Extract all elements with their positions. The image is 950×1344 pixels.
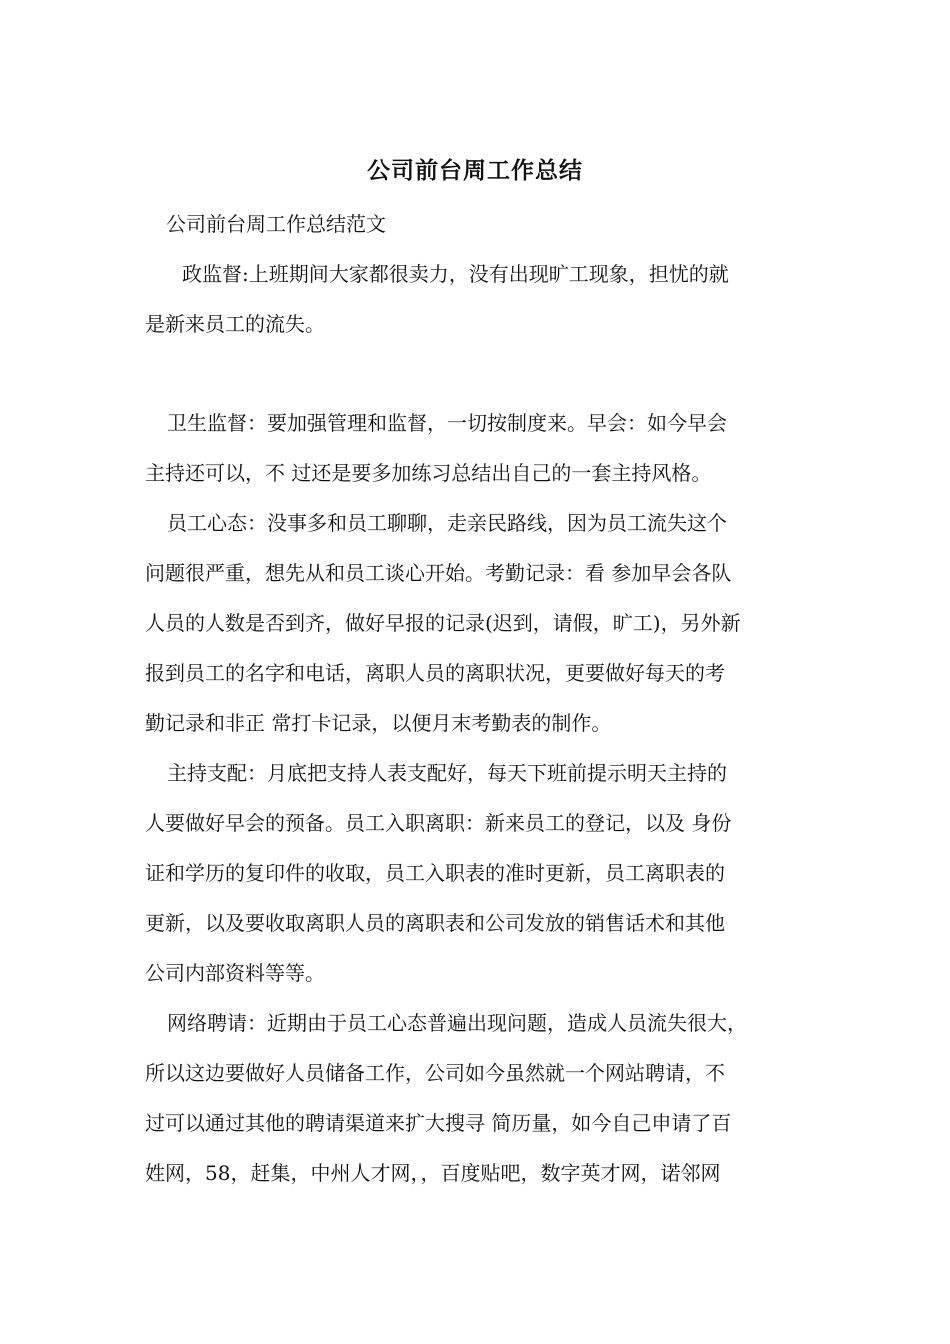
- text-line: 网络聘请：近期由于员工心态普遍出现问题，造成人员流失很大，: [167, 1011, 747, 1035]
- text-line: 是新来员工的流失。: [145, 312, 325, 336]
- text-line: 主持支配：月底把支持人表支配好，每天下班前提示明天主持的: [167, 761, 727, 785]
- text-line: 公司内部资料等等。: [145, 961, 325, 985]
- text-line: 姓网，58，赶集，中州人才网，，百度贴吧，数字英才网，诺邻网: [145, 1161, 721, 1185]
- text-line: 人员的人数是否到齐，做好早报的记录(迟到，请假，旷工)，另外新: [145, 611, 741, 635]
- page-title: 公司前台周工作总结: [367, 157, 583, 184]
- paragraph-attendance: [145, 249, 817, 349]
- paragraph-body: [145, 398, 817, 1198]
- text-line: 政监督:上班期间大家都很卖力，没有出现旷工现象，担忧的就: [182, 262, 729, 286]
- text-line: 卫生监督：要加强管理和监督，一切按制度来。早会：如今早会: [167, 411, 727, 435]
- text-line: 问题很严重，想先从和员工谈心开始。考勤记录：看 参加早会各队: [145, 561, 732, 585]
- document-subtitle: 公司前台周工作总结范文: [166, 212, 386, 236]
- text-line: 勤记录和非正 常打卡记录，以便月末考勤表的制作。: [145, 711, 612, 735]
- text-line: 主持还可以，不 过还是要多加练习总结出自己的一套主持风格。: [145, 461, 712, 485]
- text-line: 证和学历的复印件的收取，员工入职表的准时更新，员工离职表的: [145, 861, 725, 885]
- document-subtitle-block: [145, 199, 817, 249]
- text-line: 员工心态：没事多和员工聊聊，走亲民路线，因为员工流失这个: [167, 511, 727, 535]
- text-line: 人要做好早会的预备。员工入职离职：新来员工的登记，以及 身份: [145, 811, 732, 835]
- text-line: 更新，以及要收取离职人员的离职表和公司发放的销售话术和其他: [145, 911, 725, 935]
- text-line: 报到员工的名字和电话，离职人员的离职状况，更要做好每天的考: [145, 661, 725, 685]
- text-line: 过可以通过其他的聘请渠道来扩大搜寻 简历量，如今自己申请了百: [145, 1111, 732, 1135]
- text-line: 所以这边要做好人员储备工作，公司如今虽然就一个网站聘请，不: [145, 1061, 725, 1085]
